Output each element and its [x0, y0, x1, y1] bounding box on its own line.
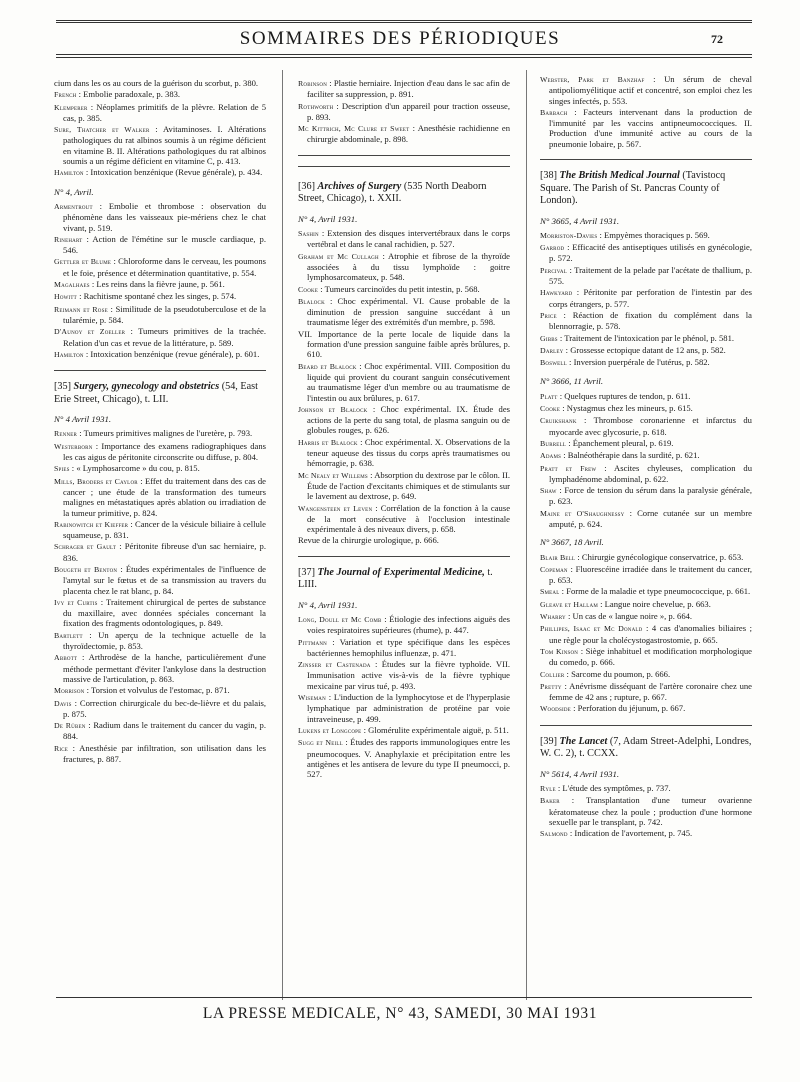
separator [298, 556, 510, 557]
issue-date: N° 4, Avril 1931. [298, 213, 358, 224]
abstract-entry [540, 450, 752, 461]
abstract-entry [54, 698, 266, 720]
abstract-entry [540, 508, 752, 530]
entry-text: : Chloroforme dans le cerveau, les poumons et le foie, présence et détermination quantitative, p. 554. [63, 256, 267, 278]
entry-text: : Indication de l'avortement, p. 745. [569, 828, 693, 839]
entry-authors: Wangensteen et Leven [298, 503, 373, 513]
abstract-entry [54, 630, 266, 652]
abstract-entry [540, 485, 752, 507]
entry-text: : Traitement de la pelade par l'acétate de thallium, p. 575. [549, 264, 752, 287]
entry-text: : Siège inhabituel et modification morphologique du comedo, p. 666. [549, 645, 753, 668]
header-bottom-rule-2 [56, 57, 752, 58]
abstract-entry [54, 652, 266, 684]
issue-date: N° 3665, 4 Avril 1931. [540, 215, 620, 226]
entry-authors: Davis [54, 698, 72, 708]
entry-text: : Fluorescéine irradiée dans le traitement du cancer, p. 653. [549, 563, 752, 586]
entry-text: : Effet du traitement dans des cas de cancer ; une étude de la transformation des tumeurs malignes en métastatiques après ablation ou irradiation de la tumeur primitive, p. 824. [63, 475, 266, 518]
abstract-entry [54, 463, 266, 474]
entry-text: : Arthrodèse de la hanche, particulièrement d'une méthode permettant d'éviter l'ankylose dans la destruction massive de l'articulation, p. 863. [63, 652, 266, 684]
abstract-entry [540, 669, 752, 680]
journal-address: (535 North Deaborn Street, Chicago), t. XXII. [298, 180, 487, 205]
header-top-rule-2 [56, 22, 752, 23]
journal-name: Archives of Surgery [317, 180, 402, 192]
entry-authors: Mills, Broders et Caylor [54, 476, 138, 486]
abstract-entry [298, 637, 510, 659]
entry-authors: Long, Doull et Mc Comb [298, 614, 382, 624]
abstract-entry [54, 441, 266, 463]
entry-text: : Quelques ruptures de tendon, p. 611. [559, 390, 691, 401]
entry-authors: Wiseman [298, 693, 326, 703]
abstract-entry [540, 230, 752, 241]
entry-authors: Pratt et Frew [540, 463, 597, 473]
abstract-entry [298, 503, 510, 535]
entry-text: : Torsion et volvulus de l'estomac, p. 871. [86, 685, 230, 696]
entry-text: : Choc expérimental. VIII. Composition du liquide qui provient du courant sanguin consécutivement au traumatisme léger d'un membre ou au traumatisme de l'intestin ou aux brûlures, p. 617. [307, 360, 511, 403]
abstract-entry [540, 345, 752, 356]
abstract-entry [298, 614, 510, 636]
journal-number: [39] [540, 735, 557, 747]
entry-text: : Corrélation de la fonction à la cause de la mort consécutive à l'occlusion intestinale expérimentale à des niveaux divers, p. 658. [307, 502, 511, 535]
journal-name: The British Medical Journal [559, 170, 680, 182]
journal-address: t. LIII. [298, 566, 493, 591]
entry-authors: Smeal [540, 587, 560, 597]
entry-text: : Études des rapports immunologiques entre les pneumocoques. V. Anaphylaxie et précipitation entre les antigènes et les antisera de levure du type II pneumocci, p. 527. [307, 737, 511, 780]
abstract-entry [54, 304, 266, 326]
entry-authors: Garrod [540, 243, 565, 253]
entry-authors: Cooke [540, 404, 561, 414]
col1-lead-list [54, 78, 266, 179]
abstract-entry [540, 415, 752, 437]
entry-authors: Schrager et Gault [54, 542, 117, 552]
entry-text: : Intoxication benzénique (Revue générale), p. 434. [85, 167, 263, 178]
separator [54, 370, 266, 371]
abstract-entry [54, 124, 266, 166]
entry-text: : Un aperçu de la technique actuelle de la thyroïdectomie, p. 853. [63, 629, 266, 652]
entry-text: : Extension des disques intervertébraux dans le corps vertébral et dans le canal rachidien, p. 527. [307, 228, 510, 250]
abstract-entry [54, 102, 266, 124]
abstract-entry [298, 251, 510, 283]
entry-text: : Étiologie des infections aiguës des voies respiratoires supérieures (rhume), p. 447. [307, 613, 511, 636]
abstract-entry [298, 437, 510, 469]
abstract-entry [54, 279, 266, 290]
abstract-entry [540, 795, 752, 827]
entry-authors: Blair Bell [540, 552, 576, 562]
entry-text: : Études expérimentales de l'influence de l'amytal sur le fœtus et de sa transmission au travers du placenta chez le rat blanc, p. 84. [63, 563, 266, 596]
col2-list-36 [298, 228, 510, 546]
col2-list-37 [298, 614, 510, 779]
entry-text: : Thrombose coronarienne et infarctus du myocarde avec glycosurie, p. 618. [549, 415, 752, 437]
col3-list-38c [540, 552, 752, 715]
entry-text: : Description d'un appareil pour traction osseuse, p. 893. [307, 100, 511, 122]
abstract-entry [540, 265, 752, 287]
page-title: SOMMAIRES DES PÉRIODIQUES [239, 28, 561, 49]
entry-text: : Avitaminoses. I. Altérations pathologiques du rat albinos soumis à un régime déficient en vitamine B. II. Altérations pathologiques du rat albinos soumis a un régime déficient en vitamine C, p. 413. [63, 124, 266, 167]
entry-authors: Maine et O'Shaughnessy [540, 508, 625, 518]
entry-authors: Klemperer [54, 102, 88, 112]
entry-authors: Beard et Blalock [298, 361, 357, 371]
entry-authors: Pittmann [298, 637, 327, 647]
entry-authors: Baker [540, 796, 560, 806]
abstract-entry [54, 291, 266, 302]
abstract-entry [298, 404, 510, 436]
entry-text: : Perforation du jéjunum, p. 667. [573, 703, 686, 714]
abstract-entry [298, 361, 510, 403]
entry-text: VII. Importance de la perte locale de liquide dans la formation d'une pression sanguine faible après brûlures, p. 610. [298, 328, 510, 360]
entry-authors: Sure, Thatcher et Walker [54, 125, 150, 135]
abstract-entry [298, 725, 510, 736]
entry-authors: Ivy et Curtis [54, 597, 98, 607]
abstract-entry [540, 438, 752, 449]
entry-text: : Transplantation d'une tumeur ovarienne kératomateuse chez la poule ; production d'une hormone sexuelle par le transplant, p. 742. [549, 795, 752, 827]
header-bottom-rule [56, 54, 752, 55]
entry-text: : Péritonite fibreuse d'un sac herniaire, p. 836. [63, 541, 266, 563]
abstract-entry [540, 586, 752, 597]
entry-text: : Similitude de la pseudotuberculose et de la tularémie, p. 584. [63, 303, 266, 325]
column-divider-2 [526, 70, 527, 1000]
entry-authors: Morrison [54, 686, 85, 696]
entry-authors: Westerborn [54, 441, 93, 451]
entry-authors: Renner [54, 429, 78, 439]
entry-text: : « Lymphosarcome » du cou, p. 815. [71, 463, 200, 474]
issue-date: N° 4 Avril 1931. [54, 414, 112, 425]
separator [298, 166, 510, 167]
entry-authors: Boswell [540, 358, 567, 368]
entry-text: : Anévrisme disséquant de l'artère coronaire chez une femme de 42 ans ; rupture, p. 667. [549, 680, 752, 703]
col1-list-3 [54, 428, 266, 764]
entry-authors: Percival [540, 265, 567, 275]
entry-authors: Shaw [540, 486, 557, 496]
col1-list-2 [54, 201, 266, 360]
entry-text: : Réaction de fixation du complément dans la blennorragie, p. 578. [549, 309, 752, 332]
entry-text: : 4 cas d'anomalies biliaires ; une règle pour la cholécystogastrostomie, p. 665. [549, 623, 752, 645]
abstract-entry [540, 391, 752, 402]
abstract-entry [540, 107, 752, 149]
entry-authors: Ryle [540, 784, 556, 794]
journal-number: [38] [540, 170, 557, 182]
entry-text: : Tumeurs primitives malignes de l'uretère, p. 793. [79, 428, 253, 439]
abstract-entry [54, 167, 266, 178]
entry-text: : Atrophie et fibrose de la thyroïde associées à du tissu lymphoïde : goitre lymphosarcomateux, p. 548. [307, 250, 510, 283]
abstract-entry [540, 611, 752, 622]
header-top-rule [56, 20, 752, 21]
entry-authors: Howitt [54, 292, 77, 302]
entry-authors: Magalhaes [54, 280, 90, 290]
entry-authors: Blalock [298, 296, 325, 306]
abstract-entry [54, 519, 266, 541]
entry-authors: Burrell [540, 438, 567, 448]
entry-authors: French [54, 90, 77, 100]
abstract-entry [298, 470, 510, 502]
entry-text: : Sarcome du poumon, p. 666. [566, 668, 671, 679]
column-divider-1 [282, 70, 283, 1000]
abstract-entry [54, 326, 266, 348]
entry-authors: Darley [540, 345, 564, 355]
entry-authors: Sashin [298, 229, 319, 239]
abstract-entry [540, 463, 752, 485]
entry-authors: Spies [54, 464, 70, 474]
entry-authors: Adams [540, 451, 562, 461]
entry-authors: Robinson [298, 79, 328, 88]
entry-text: : Action de l'émétine sur le muscle cardiaque, p. 546. [63, 233, 266, 256]
abstract-entry [54, 256, 266, 278]
abstract-entry [54, 349, 266, 360]
entry-text: : Efficacité des antiseptiques utilisés en gynécologie, p. 572. [549, 242, 752, 264]
entry-authors: Wharry [540, 612, 566, 622]
entry-text: : Anesthésie rachidienne en chirurgie abdominale, p. 898. [307, 123, 510, 145]
entry-authors: D'Aunoy et Zoeller [54, 327, 126, 337]
entry-text: : Chirurgie gynécologique conservatrice, p. 653. [577, 551, 744, 562]
abstract-entry [54, 234, 266, 256]
abstract-entry [298, 101, 510, 123]
entry-authors: Graham et Mc Cullagh [298, 251, 379, 261]
abstract-entry [540, 552, 752, 563]
journal-number: [35] [54, 381, 71, 393]
issue-date: N° 5614, 4 Avril 1931. [540, 768, 620, 779]
issue-date: N° 3666, 11 Avril. [540, 376, 604, 387]
entry-authors: Price [540, 310, 557, 320]
entry-text: : Nystagmus chez les mineurs, p. 615. [562, 403, 693, 414]
entry-text: : Études sur la fièvre typhoïde. VII. Immunisation active vis-à-vis de la fièvre typhique mexicaine par virus tué, p. 493. [307, 659, 510, 691]
separator [540, 159, 752, 160]
entry-authors: Armentrout [54, 201, 93, 211]
col3-list-38a [540, 230, 752, 369]
entry-authors: Mc Kittrich, Mc Clure et Sweet [298, 124, 410, 134]
entry-authors: Rabinowitch et Kieffer [54, 519, 129, 529]
entry-authors: Pretty [540, 681, 562, 691]
abstract-entry [54, 564, 266, 596]
entry-authors: Webster, Park et Banzhaf [540, 75, 645, 84]
entry-authors: Johnson et Blalock [298, 404, 368, 414]
entry-authors: Gettler et Blume [54, 257, 112, 267]
entry-text: : Épanchement pleural, p. 619. [568, 437, 674, 448]
entry-text: : Rachitisme spontané chez les singes, p. 574. [79, 291, 237, 302]
entry-authors: Cruikshank [540, 416, 577, 426]
entry-authors: Abbott [54, 653, 78, 663]
entry-text: : Traitement de l'intoxication par le phénol, p. 581. [559, 332, 735, 343]
entry-authors: Rinehart [54, 234, 83, 244]
entry-text: : Absorption du dextrose par le côlon. II. Étude de l'action d'excitants chimiques et de stimulants sur le lavement au dextrose, p. 649. [307, 469, 511, 502]
abstract-entry [54, 89, 266, 100]
journal-heading-39 [540, 736, 752, 761]
entry-authors: Platt [540, 391, 558, 401]
entry-text: : Grossesse ectopique datant de 12 ans, p. 582. [565, 344, 726, 355]
entry-text: : Néoplames primitifs de la plèvre. Relation de 5 cas, p. 385. [63, 101, 266, 123]
abstract-entry [298, 123, 510, 145]
abstract-entry [298, 284, 510, 295]
issue-date: N° 3667, 18 Avril. [540, 537, 604, 548]
entry-text: : Anesthésie par infiltration, son utilisation dans les fractures, p. 887. [63, 742, 266, 765]
entry-authors: Morriston-Davies [540, 230, 598, 240]
abstract-entry [54, 476, 266, 518]
abstract-entry [540, 403, 752, 414]
entry-authors: Copeman [540, 564, 568, 574]
issue-date: N° 4, Avril. [54, 186, 94, 197]
entry-text: : Inversion puerpérale de l'utérus, p. 582. [569, 357, 710, 368]
entry-text: cium dans les os au cours de la guérison du scorbut, p. 380. [54, 78, 259, 88]
column-2 [298, 78, 510, 780]
entry-text: : Correction chirurgicale du bec-de-lièvre et du palais, p. 875. [63, 697, 266, 719]
entry-text: : Choc expérimental. X. Observations de la teneur aqueuse des tissus du corps après traumatismes ou hémorragie, p. 638. [307, 436, 510, 469]
abstract-entry [54, 720, 266, 742]
entry-text: : Un sérum de cheval antipoliomyélitique actif et concentré, son emploi chez les singes infectés, p. 553. [549, 74, 752, 106]
entry-authors: Barbach [540, 107, 568, 117]
page-footer: LA PRESSE MEDICALE, N° 43, SAMEDI, 30 MAI 1931 [202, 1005, 598, 1022]
abstract-entry [54, 685, 266, 696]
abstract-entry [540, 74, 752, 106]
abstract-entry [298, 78, 510, 100]
entry-authors: De Rüben [54, 721, 86, 731]
column-1 [54, 78, 266, 765]
journal-number: [37] [298, 566, 315, 578]
entry-authors: Zinsser et Castenada [298, 660, 371, 670]
abstract-entry [54, 541, 266, 563]
abstract-entry [298, 535, 510, 545]
abstract-entry [540, 357, 752, 368]
entry-text: : Force de tension du sérum dans la paralysie générale, p. 623. [549, 485, 753, 507]
entry-text: : Tumeurs carcinoïdes du petit intestin, p. 568. [320, 283, 480, 294]
abstract-entry [540, 681, 752, 703]
journal-name: The Lancet [559, 735, 608, 747]
entry-text: : Intoxication benzénique (revue générale), p. 601. [85, 348, 260, 359]
journal-name: Surgery, gynecology and obstetrics [73, 381, 220, 393]
entry-authors: Bartlett [54, 630, 83, 640]
journal-name: The Journal of Experimental Medicine, [317, 566, 485, 578]
journal-address: (54, East Erie Street, Chicago), t. LII. [54, 381, 258, 405]
entry-text: : Un cas de « langue noire », p. 664. [567, 611, 693, 622]
entry-text: : Corne cutanée sur un membre amputé, p. 624. [549, 507, 752, 529]
journal-heading-38 [540, 170, 752, 208]
journal-heading-35 [54, 381, 266, 406]
abstract-entry [540, 623, 752, 645]
entry-text: : Tumeurs primitives de la trachée. Relation d'un cas et revue de la littérature, p. 589. [63, 326, 266, 348]
abstract-entry [298, 228, 510, 250]
entry-text: : Radium dans le traitement du cancer du vagin, p. 884. [63, 720, 266, 742]
journal-number: [36] [298, 180, 315, 192]
footer-rule [56, 997, 752, 998]
entry-text: : Balnéothérapie dans la surdité, p. 621. [563, 450, 700, 461]
entry-text: : Embolie et thrombose : observation du phénomène dans les vaisseaux pie-mériens chez le chat vivant, p. 519. [63, 200, 266, 233]
entry-text: : Cancer de la vésicule biliaire à cellule squameuse, p. 831. [63, 518, 267, 541]
abstract-entry [54, 597, 266, 629]
abstract-entry [298, 329, 510, 360]
entry-text: : Facteurs intervenant dans la production de l'immunité par les vaccins antipneumococciques. II. Production d'une immunité active au cours de la pneumonie lobaire, p. 567. [549, 106, 752, 149]
journal-heading-36 [298, 181, 510, 206]
col3-list-38b [540, 391, 752, 530]
entry-authors: Rothworth [298, 101, 334, 111]
entry-authors: Reimann et Rose [54, 304, 108, 314]
abstract-entry [298, 737, 510, 779]
entry-authors: Sugg et Neill [298, 738, 343, 748]
abstract-entry [540, 287, 752, 309]
abstract-entry [540, 703, 752, 714]
entry-authors: Lukens et Longcope [298, 725, 362, 735]
entry-text: : Empyèmes thoraciques p. 569. [599, 229, 710, 240]
issue-date: N° 4, Avril 1931. [298, 599, 358, 610]
entry-authors: Woodside [540, 704, 571, 714]
abstract-entry [540, 599, 752, 610]
entry-text: : Choc expérimental. IX. Étude des actions de la perte du sang total, de plasma sanguin ou de globules rouges, p. 626. [307, 403, 511, 436]
entry-text: : Plastie herniaire. Injection d'eau dans le sac afin de faciliter sa suppression, p. 891. [307, 78, 510, 100]
abstract-entry [54, 201, 266, 233]
entry-authors: Gleave et Hallam [540, 599, 598, 609]
separator [298, 155, 510, 156]
entry-authors: Hamilton [54, 168, 84, 178]
abstract-entry [540, 564, 752, 586]
entry-authors: Cooke [298, 284, 319, 294]
entry-text: Revue de la chirurgie urologique, p. 666. [298, 535, 439, 546]
entry-text: : Choc expérimental. VI. Cause probable de la diminution de pression sanguine succédant à un traumatisme léger des extrémités d'un membre, p. 598. [307, 295, 510, 328]
column-3 [540, 74, 752, 841]
abstract-entry [298, 659, 510, 691]
entry-text: : Les reins dans la fièvre jaune, p. 561. [91, 279, 225, 290]
entry-authors: Rice [54, 743, 69, 753]
entry-text: : Péritonite par perforation de l'intestin par des corps étrangers, p. 577. [549, 287, 752, 309]
entry-text: : Embolie paradoxale, p. 383. [78, 89, 181, 100]
abstract-entry [298, 692, 510, 724]
abstract-entry [540, 310, 752, 332]
abstract-entry [540, 242, 752, 264]
separator [540, 725, 752, 726]
entry-text: : Importance des examens radiographiques dans les cas aigus de péritonite circonscrite ou diffuse, p. 804. [63, 440, 266, 463]
abstract-entry [540, 333, 752, 344]
page-number: 72 [711, 32, 723, 46]
entry-authors: Collier [540, 669, 565, 679]
entry-text: : Forme de la maladie et type pneumococcique, p. 661. [561, 586, 751, 597]
entry-authors: Mc Nealy et Willems [298, 470, 368, 480]
entry-text: : Langue noire chevelue, p. 663. [600, 598, 711, 609]
entry-text: : Variation et type spécifique dans les espèces bactériennes hemophilus influenzæ, p. 471. [307, 636, 510, 658]
entry-authors: Tom Kinson [540, 646, 579, 656]
entry-authors: Hamilton [54, 349, 84, 359]
entry-authors: Phillipes, Isaac et Mc Donald [540, 624, 643, 634]
col3-list-39 [540, 783, 752, 839]
entry-text: : Ascites chyleuses, complication du lymphadénome abdominal, p. 622. [549, 462, 753, 484]
col3-lead-list [540, 74, 752, 149]
abstract-entry [298, 296, 510, 328]
entry-text: : Glomérulite expérimentale aiguë, p. 511. [363, 724, 509, 735]
entry-authors: Gibbs [540, 333, 558, 343]
entry-authors: Bougeth et Benton [54, 564, 118, 574]
entry-authors: Salmond [540, 829, 568, 839]
entry-authors: Harris et Blalock [298, 437, 358, 447]
entry-text: : L'induction de la lymphocytose et de l'hyperplasie lymphatique par administration de protéine par voie intraveineuse, p. 499. [307, 692, 511, 724]
abstract-entry [540, 828, 752, 839]
entry-text: : Traitement chirurgical de pertes de substance du maxillaire, avec données spéciales concernant la fixation des fragments odontologiques, p. 849. [63, 596, 266, 629]
entry-text: : L'étude des symptômes, p. 737. [557, 783, 671, 794]
abstract-entry [54, 78, 266, 88]
journal-heading-37 [298, 567, 510, 592]
entry-authors: Hawkyard [540, 288, 573, 298]
abstract-entry [54, 428, 266, 439]
journal-address: (Tavistocq Square. The Parish of St. Pancras County of London). [540, 170, 726, 207]
col2-lead-list [298, 78, 510, 145]
journal-address: (7, Adam Street-Adelphi, Londres, W. C. 2), t. CCXX. [540, 735, 752, 760]
abstract-entry [540, 646, 752, 668]
abstract-entry [54, 743, 266, 765]
abstract-entry [540, 783, 752, 794]
